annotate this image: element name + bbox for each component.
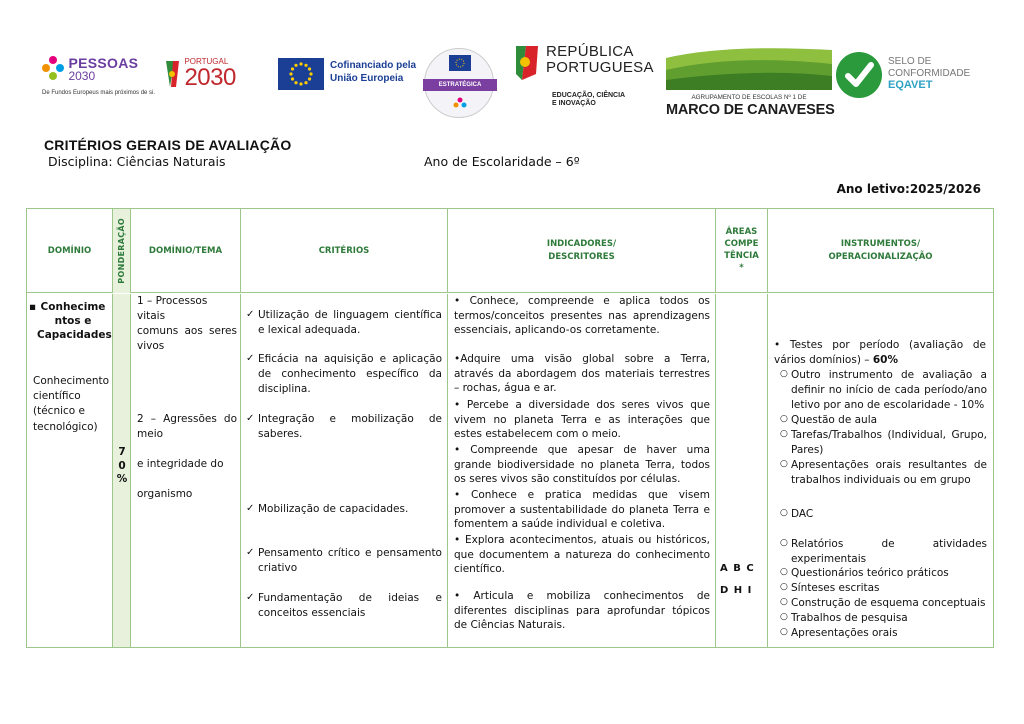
instrumento-sub-text: Questionários teórico práticos (791, 567, 949, 579)
tema-line: 1 – Processos vitais (137, 295, 208, 323)
header-areas-line2: COMPE (724, 239, 759, 250)
header-criterios: CRITÉRIOS (241, 209, 448, 293)
school-year-label: Ano letivo:2025/2026 (836, 182, 981, 196)
cell-dominio (27, 294, 113, 647)
republica-line1: REPÚBLICA (546, 43, 634, 60)
header-dominio: DOMÍNIO (27, 209, 113, 293)
circle-bullet-icon: ○ (780, 414, 788, 424)
check-icon: ✓ (246, 592, 255, 603)
criterio-item (246, 352, 442, 397)
indicador-item: • Percebe a diversidade dos seres vivos que vivem no planeta Terra e as interações que estes estabelecem com o meio. (454, 399, 710, 441)
header-areas (716, 209, 768, 293)
indicador-item: • Compreende que apesar de haver uma grande biodiversidade no planeta Terra, todos os seres vivos são constituídos por células. (454, 444, 710, 486)
header-dominio-tema: DOMÍNIO/TEMA (131, 209, 241, 293)
header-ponderacao (113, 209, 131, 293)
portugal-flag-icon (164, 59, 180, 89)
header-indicadores-line1: INDICADORES/ (546, 239, 617, 250)
criterio-text: Utilização de linguagem científica e lexical adequada. (258, 309, 442, 336)
agrupamento-logo (666, 44, 835, 118)
circle-bullet-icon: ○ (780, 582, 788, 592)
bullet-icon: ▪ (29, 301, 37, 313)
ponderacao-digit-1: 7 (118, 446, 126, 458)
tema-line: e integridade do (137, 458, 224, 470)
page-title: CRITÉRIOS GERAIS DE AVALIAÇÃO (44, 137, 292, 153)
tema-line: comuns aos seres vivos (137, 325, 237, 353)
instrumento-sub-text: Questão de aula (791, 414, 878, 426)
cell-areas (716, 294, 768, 647)
criterio-text: Pensamento crítico e pensamento criativo (258, 547, 442, 574)
instrumento-sub-item (780, 458, 987, 488)
circle-bullet-icon: ○ (780, 459, 788, 469)
instrumento-sub-text: Apresentações orais (791, 627, 898, 639)
instrumento-sub-text: Outro instrumento de avaliação a definir no início de cada período/ano letivo por ano de escolaridade - 10% (791, 369, 987, 411)
criterio-text: Integração e mobilização de saberes. (258, 413, 442, 440)
eqavet-line2: CONFORMIDADE (888, 67, 971, 79)
check-icon: ✓ (246, 413, 255, 424)
ponderacao-digit-3: % (116, 473, 128, 486)
eqavet-line1: SELO DE (888, 56, 932, 67)
badge-eu-flag-icon (449, 55, 471, 71)
criterio-item (246, 546, 442, 576)
cell-criterios (241, 294, 448, 647)
instrumento-sub-item (780, 626, 987, 641)
criterio-text: Fundamentação de ideias e conceitos essenciais (258, 592, 442, 619)
indicador-item: • Articula e mobiliza conhecimentos de diferentes disciplinas para aprofundar tópicos de Ciências Naturais. (454, 590, 710, 632)
circle-bullet-icon: ○ (780, 597, 788, 607)
criteria-table (26, 208, 994, 648)
dominio-subtitle: Conhecimento científico (técnico e tecnológico) (33, 375, 110, 433)
eqavet-check-icon (836, 52, 882, 98)
eu-flag-icon (278, 58, 324, 90)
cell-dominio-tema (131, 294, 241, 647)
cell-ponderacao (113, 294, 131, 647)
republica-line2: PORTUGUESA (546, 58, 654, 76)
header-ponderacao-text: PONDERAÇÃO (116, 218, 126, 284)
header-indicadores-line2: DESCRITORES (548, 252, 615, 262)
badge-flower-icon (453, 97, 467, 109)
badge-ribbon: ESTRATÉGICA (423, 79, 497, 91)
tema-line: organismo (137, 488, 193, 500)
dominio-bullet (29, 300, 112, 343)
agrupamento-line2: MARCO DE CANAVESES (666, 102, 835, 118)
portugal-label: PORTUGAL (184, 57, 229, 66)
eqavet-line3: EQAVET (888, 79, 933, 91)
criterio-text: Mobilização de capacidades. (258, 503, 409, 515)
portugal-2030-logo (164, 58, 254, 90)
indicador-item: • Explora acontecimentos, atuais ou históricos, que documentem a natureza do conhecimento científico. (454, 534, 710, 576)
instrumento-sub-item (780, 611, 987, 626)
dominio-line1: Conhecime (40, 301, 106, 313)
criterio-text: Eficácia na aquisição e aplicação de conhecimento específico da disciplina. (258, 353, 442, 395)
instrumento-sub-text: Trabalhos de pesquisa (791, 612, 908, 624)
instrumento-sub-item (780, 507, 987, 522)
header-areas-line4: * (739, 262, 744, 273)
eqavet-seal (836, 52, 986, 102)
header-instrumentos (768, 209, 993, 293)
areas-line2: D H I (720, 585, 753, 596)
instrumento-sub-item (780, 581, 987, 596)
instrumento-sub-text: Relatórios de atividades experimentais (791, 538, 987, 565)
criterio-item (246, 412, 442, 442)
instrumento-sub-item (780, 428, 987, 458)
header-indicadores (448, 209, 716, 293)
pessoas-2030-logo (42, 55, 156, 96)
areas-line1: A B C (720, 563, 755, 574)
dominio-line3: Capacidades (37, 329, 112, 342)
cell-instrumentos (768, 294, 993, 647)
table-header-row (27, 209, 993, 293)
criterio-item (246, 591, 442, 621)
instrumento-main-percent: 60% (872, 353, 898, 366)
eu-line2: União Europeia (330, 72, 404, 84)
ponderacao-digit-2: 0 (118, 459, 126, 472)
agrupamento-line1: AGRUPAMENTO DE ESCOLAS Nº 1 DE (691, 94, 807, 101)
pessoas-flower-icon (42, 56, 64, 82)
instrumento-sub-item (780, 596, 987, 611)
header-areas-line1: ÁREAS (725, 227, 758, 238)
criterio-item (246, 308, 442, 338)
eu-line1: Cofinanciado pela (330, 60, 417, 71)
eu-cofinanced-logo (278, 58, 428, 94)
instrumento-main (774, 338, 986, 368)
republica-sub1: EDUCAÇÃO, CIÊNCIA (552, 92, 626, 99)
republica-sub2: E INOVAÇÃO (552, 100, 596, 108)
discipline-label: Disciplina: Ciências Naturais (48, 154, 226, 169)
circle-bullet-icon: ○ (780, 627, 788, 637)
circle-bullet-icon: ○ (780, 567, 788, 577)
grade-label: Ano de Escolaridade – 6º (424, 154, 580, 169)
circle-bullet-icon: ○ (780, 369, 788, 379)
estrategica-badge (424, 48, 494, 118)
circle-bullet-icon: ○ (780, 612, 788, 622)
criterio-item (246, 502, 442, 517)
instrumento-sub-item (780, 566, 987, 581)
instrumento-sub-item (780, 537, 987, 567)
tema-line: 2 – Agressões do meio (137, 413, 237, 441)
ponderacao-value (113, 446, 131, 487)
circle-bullet-icon: ○ (780, 508, 788, 518)
check-icon: ✓ (246, 503, 255, 514)
instrumento-sub-text: Tarefas/Trabalhos (Individual, Grupo, Pares) (791, 429, 987, 456)
agrupamento-hills-icon (666, 44, 832, 90)
indicador-item: • Conhece e pratica medidas que visem promover a sustentabilidade do planeta Terra e fomentem a saúde individual e coletiva. (454, 489, 710, 531)
header-instrumentos-line2: OPERACIONALIZAÇÃO (828, 252, 933, 262)
portugal-year: 2030 (184, 64, 236, 91)
indicador-item: • Conhece, compreende e aplica todos os termos/conceitos presentes nas aprendizagens essenciais, aplicando-os corretamente. (454, 295, 710, 337)
republica-emblem-icon (514, 44, 540, 82)
instrumento-sub-text: Construção de esquema conceptuais (791, 597, 986, 609)
dominio-line2: ntos e (54, 315, 92, 328)
circle-bullet-icon: ○ (780, 429, 788, 439)
instrumento-main-text: • Testes por período (avaliação de vários domínios) – (774, 339, 986, 366)
pessoas-year: 2030 (68, 69, 96, 83)
indicador-item: •Adquire uma visão global sobre a Terra, através da abordagem dos materiais terrestres – rochas, água e ar. (454, 353, 710, 395)
logo-bar (40, 40, 990, 120)
check-icon: ✓ (246, 309, 255, 320)
cell-indicadores (448, 294, 716, 647)
instrumento-sub-item (780, 368, 987, 413)
check-icon: ✓ (246, 547, 255, 558)
header-instrumentos-line1: INSTRUMENTOS/ (840, 239, 921, 250)
instrumento-sub-text: DAC (791, 508, 814, 520)
instrumento-sub-text: Apresentações orais resultantes de trabalhos individuais ou em grupo (791, 459, 987, 486)
instrumento-sub-item (780, 413, 987, 428)
header-areas-line3: TÊNCIA (724, 251, 759, 261)
circle-bullet-icon: ○ (780, 538, 788, 548)
pessoas-tagline: De Fundos Europeus mais próximos de si. (42, 90, 156, 96)
pessoas-name: PESSOAS (68, 55, 139, 71)
instrumento-sub-text: Sínteses escritas (791, 582, 880, 594)
check-icon: ✓ (246, 353, 255, 364)
table-row (27, 294, 993, 647)
